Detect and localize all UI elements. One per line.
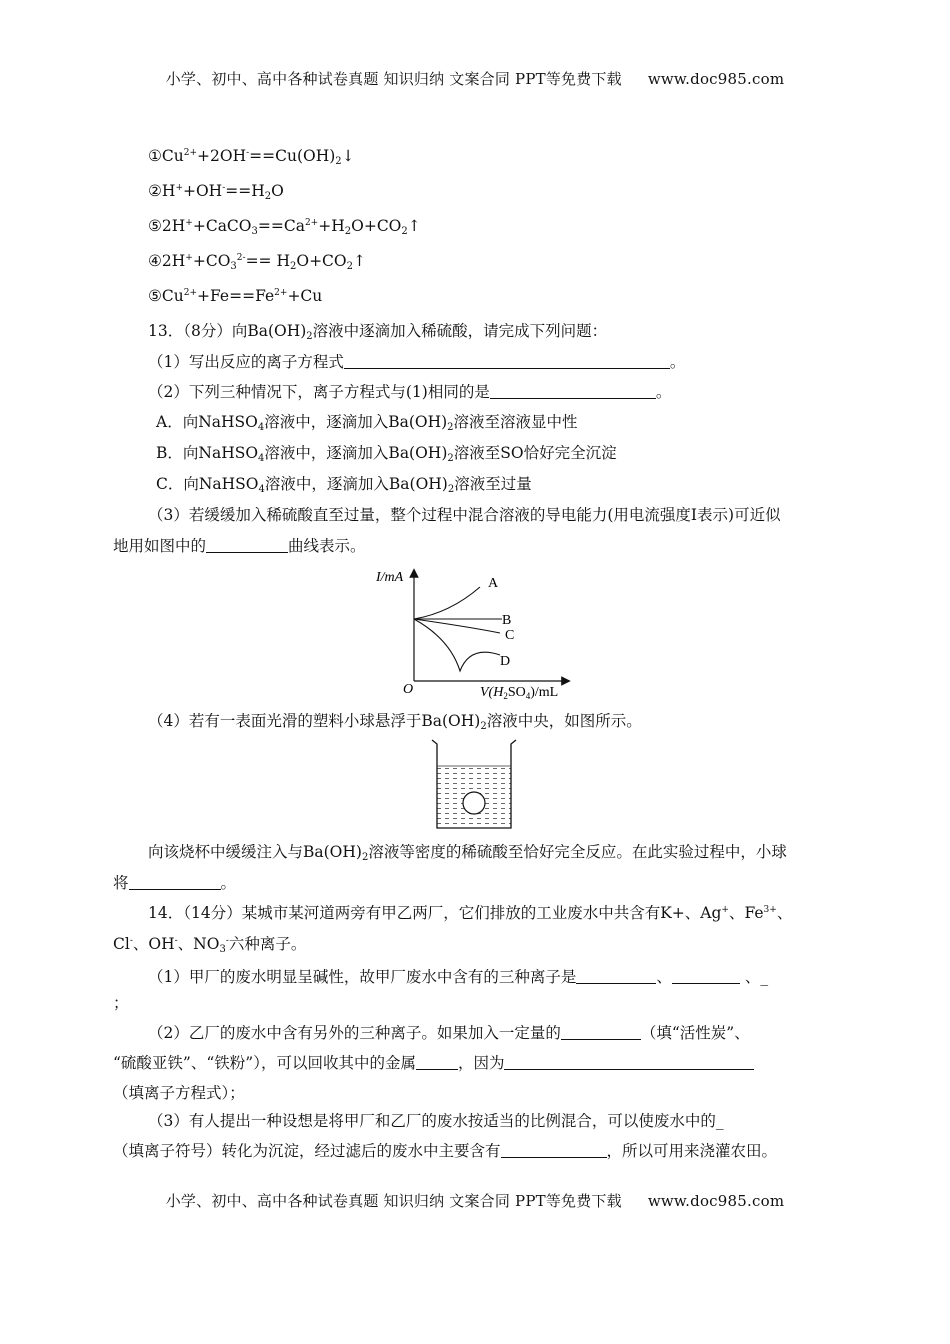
header-text: 小学、初中、高中各种试卷真题 知识归纳 文案合同 PPT等免费下载: [165, 70, 622, 88]
option-text: B．向NaHSO: [156, 444, 259, 462]
answer-blank[interactable]: [490, 383, 656, 399]
q14-part2-line3: [113, 1082, 245, 1104]
curve-label-c: C: [505, 628, 515, 643]
q13-part3-line2: [113, 535, 366, 557]
punct: 、_: [739, 968, 769, 986]
q14-part3-text: ，所以可用来浇灌农田。: [606, 1142, 778, 1160]
eq-part: O+CO: [351, 217, 402, 235]
option-sub: 4: [258, 484, 265, 495]
eq-part: +OH: [182, 182, 223, 200]
eq-part: +Fe==Fe: [197, 287, 275, 305]
q14-stem-text: 、OH: [132, 935, 175, 953]
q13-part4: [148, 710, 642, 732]
x-label-sub: 4: [525, 691, 531, 701]
eq-number: ①: [148, 147, 162, 165]
eq-sub: 2: [346, 261, 353, 272]
ion-sup: -: [225, 936, 229, 946]
q13-part4-continued: [148, 841, 787, 863]
answer-blank[interactable]: [501, 1142, 607, 1158]
eq-sup: -: [222, 183, 226, 193]
option-sub: 2: [447, 422, 454, 433]
plastic-ball: [463, 792, 485, 814]
q14-stem-text: 14．（14分）某城市某河道两旁有甲乙两厂，它们排放的工业废水中共含有K+、Ag: [148, 904, 722, 922]
answer-blank[interactable]: [344, 353, 670, 369]
q14-part2-text: （填离子方程式）；: [113, 1084, 245, 1102]
x-label-sub: 2: [503, 691, 508, 701]
option-text: 溶液中，逐滴加入Ba(OH): [264, 444, 448, 462]
q14-part3-text: （3）有人提出一种设想是将甲厂和乙厂的废水按适当的比例混合，可以使废水中的_: [148, 1112, 724, 1130]
eq-part: ↑: [407, 217, 421, 235]
eq-sup: +: [185, 218, 193, 228]
q14-stem-text: 、Fe: [728, 904, 764, 922]
eq-sub: 2: [264, 191, 272, 202]
eq-part: O+CO: [296, 252, 347, 270]
curve-label-a: A: [488, 576, 499, 591]
q14-stem: [148, 902, 792, 924]
eq-part: 2H: [161, 252, 186, 270]
q13-part4-sub: 2: [361, 852, 369, 863]
q13-part1: [148, 351, 685, 373]
equation-4: [148, 250, 366, 272]
eq-part: ↑: [353, 252, 366, 270]
eq-part: ==H: [225, 182, 265, 200]
equation-1: [148, 145, 355, 167]
option-sub: 4: [258, 453, 265, 464]
ion-sup: -: [174, 936, 178, 946]
q13-stem-sub: 2: [306, 331, 313, 342]
option-text: 溶液中，逐滴加入Ba(OH): [264, 475, 448, 493]
eq-part: ↓: [341, 147, 355, 165]
eq-sup: 2-: [236, 253, 246, 263]
option-text: 溶液至溶液显中性: [453, 413, 578, 431]
eq-number: ②: [148, 182, 162, 200]
option-sub: 4: [257, 422, 265, 433]
q13-part3-text: （3）若缓缓加入稀硫酸直至过量，整个过程中混合溶液的导电能力(用电流强度I表示)可近似: [148, 506, 781, 524]
eq-sub: 2: [289, 261, 297, 272]
eq-sup: 2+: [183, 148, 198, 158]
answer-blank[interactable]: [672, 968, 740, 984]
option-text: 溶液至过量: [454, 475, 532, 493]
footer-text: 小学、初中、高中各种试卷真题 知识归纳 文案合同 PPT等免费下载: [165, 1192, 622, 1210]
q13-part3-text: 曲线表示。: [288, 537, 366, 555]
q13-option-b: [156, 442, 617, 464]
eq-part: H: [161, 182, 176, 200]
q13-part4-text: 向该烧杯中缓缓注入与Ba(OH): [148, 843, 362, 861]
q13-stem-text: 溶液中逐滴加入稀硫酸，请完成下列问题：: [312, 322, 608, 340]
option-text: 溶液至SO恰好完全沉淀: [453, 444, 617, 462]
q13-stem-text: 13．（8分）向Ba(OH): [148, 322, 307, 340]
q13-option-c: [156, 473, 532, 495]
q14-part2-line2: [113, 1052, 754, 1074]
eq-sub: 3: [251, 226, 258, 237]
equation-5: [148, 285, 322, 307]
punct: 。: [220, 874, 237, 892]
q14-stem-text: 六种离子。: [228, 935, 307, 953]
q13-part1-text: （1）写出反应的离子方程式: [148, 353, 344, 371]
punct: 。: [669, 353, 686, 371]
q14-stem-text: 、: [776, 904, 793, 922]
q13-part3-text: 地用如图中的: [113, 537, 207, 555]
eq-number: ⑤: [148, 217, 162, 235]
q14-stem-text: 、NO: [177, 935, 220, 953]
option-sub: 2: [447, 484, 455, 495]
eq-sup: 2+: [274, 288, 288, 298]
q14-stem-text: Cl: [113, 935, 130, 953]
q14-part2-text: （填“活性炭”、: [640, 1024, 750, 1042]
eq-sup: +: [185, 253, 193, 263]
option-text: C．向NaHSO: [156, 475, 259, 493]
header-site: www.doc985.com: [647, 70, 785, 88]
q13-part4-sub: 2: [480, 721, 487, 732]
q14-part3: [148, 1110, 724, 1132]
answer-blank[interactable]: [206, 537, 288, 553]
ion-sup: 3+: [763, 905, 777, 915]
q14-part3-line2: [113, 1140, 777, 1162]
q14-stem-line2: [113, 933, 306, 955]
eq-part: +2OH: [197, 147, 247, 165]
q13-stem: [148, 320, 607, 342]
equation-2: [148, 180, 284, 202]
punct: 、: [656, 968, 672, 986]
eq-part: ==Ca: [257, 217, 305, 235]
eq-part: == H: [245, 252, 290, 270]
punct: ；: [113, 994, 129, 1012]
curve-c: [414, 619, 500, 633]
option-sub: 2: [447, 453, 454, 464]
q13-part2: [148, 381, 671, 403]
q13-part4-text: 溶液等密度的稀硫酸至恰好完全反应。在此实验过程中，小球: [368, 843, 787, 861]
option-text: 溶液中，逐滴加入Ba(OH): [264, 413, 448, 431]
curve-a: [414, 587, 480, 619]
answer-blank[interactable]: [561, 1024, 641, 1040]
eq-part: Cu: [161, 147, 184, 165]
q14-part1-text: （1）甲厂的废水明显呈碱性，故甲厂废水中含有的三种离子是: [148, 968, 577, 986]
page-header: [0, 68, 950, 89]
q13-part4-text: 溶液中央，如图所示。: [486, 712, 642, 730]
answer-blank[interactable]: [129, 874, 221, 890]
eq-sub: 2: [344, 226, 352, 237]
q14-part2-text: （2）乙厂的废水中含有另外的三种离子。如果加入一定量的: [148, 1024, 561, 1042]
x-label-part: V(H: [480, 685, 504, 700]
eq-sub: 2: [401, 226, 408, 237]
curve-label-d: D: [500, 654, 511, 669]
option-text: A．向NaHSO: [156, 413, 258, 431]
page-footer: [0, 1190, 950, 1211]
eq-part: +H: [318, 217, 345, 235]
eq-part: +Cu: [287, 287, 323, 305]
eq-sub: 3: [230, 261, 237, 272]
q14-part2: [148, 1022, 750, 1044]
eq-sup: 2+: [304, 218, 319, 228]
q14-part1-end: [113, 992, 129, 1014]
punct: 。: [655, 383, 672, 401]
q14-part1: [148, 966, 768, 988]
footer-site: www.doc985.com: [647, 1192, 785, 1210]
ion-sup: +: [721, 905, 729, 915]
conductivity-graph: [370, 565, 585, 701]
x-label-part: )/mL: [530, 685, 559, 700]
eq-sub: 2: [335, 156, 342, 167]
q13-part2-text: （2）下列三种情况下，离子方程式与(1)相同的是: [148, 383, 490, 401]
eq-part: ==Cu(OH): [249, 147, 336, 165]
curve-label-b: B: [502, 613, 512, 628]
q13-part4-text: （4）若有一表面光滑的塑料小球悬浮于Ba(OH): [148, 712, 481, 730]
answer-blank[interactable]: [416, 1054, 458, 1070]
origin-label: O: [403, 682, 414, 697]
x-label-part: SO: [507, 685, 526, 700]
eq-part: Cu: [161, 287, 184, 305]
eq-sup: +: [175, 183, 183, 193]
y-axis-label: I/mA: [376, 570, 404, 585]
q14-part2-text: ，因为: [457, 1054, 505, 1072]
ion-sub: 3: [219, 944, 226, 955]
q13-part3-line1: [148, 504, 781, 526]
curve-d: [414, 619, 500, 671]
x-axis-label: [480, 685, 558, 701]
q14-part3-text: （填离子符号）转化为沉淀，经过滤后的废水中主要含有: [113, 1142, 501, 1160]
q13-part4-answer: [113, 872, 236, 894]
eq-sup: 2+: [183, 288, 198, 298]
q13-part4-text: 将: [113, 874, 129, 892]
eq-number: ④: [148, 252, 162, 270]
eq-part: +CaCO: [192, 217, 252, 235]
equation-3: [148, 215, 421, 237]
eq-sup: -: [246, 148, 250, 158]
beaker-figure: [428, 736, 522, 832]
eq-part: 2H: [161, 217, 186, 235]
q14-part2-text: “硫酸亚铁”、“铁粉”），可以回收其中的金属: [113, 1054, 416, 1072]
answer-blank[interactable]: [576, 968, 656, 984]
eq-part: +CO: [192, 252, 231, 270]
q13-option-a: [156, 411, 578, 433]
eq-number: ⑤: [148, 287, 162, 305]
ion-sup: -: [129, 936, 133, 946]
eq-part: O: [271, 182, 284, 200]
answer-blank[interactable]: [504, 1054, 754, 1070]
